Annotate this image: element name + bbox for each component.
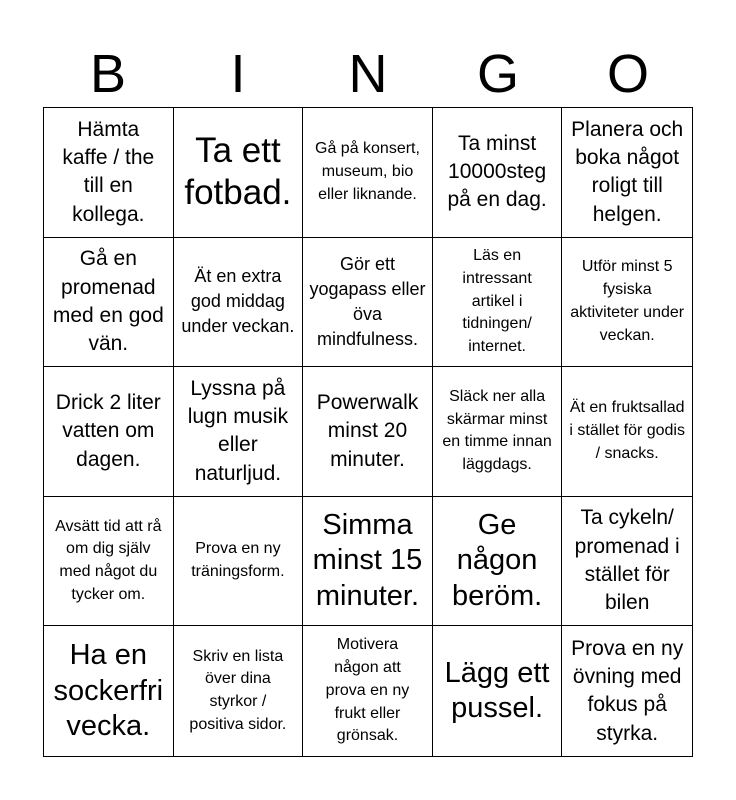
bingo-cell-r4-c5[interactable] [562,497,692,627]
cell-text: Prova en ny övning med fokus på styrka. [571,636,684,745]
header-letter-i: I [230,44,246,104]
bingo-cell-r3-c4[interactable] [433,367,563,497]
bingo-cell-r2-c4[interactable] [433,238,563,368]
cell-text: Ta cykeln/ promenad i stället för bilen [574,506,680,615]
cell-text: Skriv en lista över dina styrkor / positiva sidor. [189,647,287,733]
cell-text: Släck ner alla skärmar minst en timme innan läggdags. [442,388,552,474]
bingo-board [43,107,693,757]
cell-text: Ha en sockerfri vecka. [53,639,164,742]
cell-text: Lägg ett pussel. [444,656,550,725]
bingo-cell-r4-c4[interactable] [433,497,563,627]
cell-text: Ta ett fotbad. [184,130,292,213]
bingo-cell-r4-c2[interactable] [174,497,304,627]
bingo-cell-r5-c5[interactable] [562,626,692,756]
bingo-cell-r1-c1[interactable] [44,108,174,238]
cell-text: Drick 2 liter vatten om dagen. [55,390,161,471]
header-letter-n: N [348,44,388,104]
bingo-cell-r3-c3[interactable] [303,367,433,497]
cell-text: Läs en intressant artikel i tidningen/ internet. [462,247,532,355]
cell-text: Gå på konsert, museum, bio eller liknande. [315,140,420,203]
cell-text: Prova en ny träningsform. [191,540,285,581]
bingo-cell-r1-c4[interactable] [433,108,563,238]
bingo-cell-r1-c2[interactable] [174,108,304,238]
bingo-cell-r2-c2[interactable] [174,238,304,368]
cell-text: Ät en extra god middag under veckan. [181,266,295,337]
bingo-header [43,40,693,108]
cell-text: Gör ett yogapass eller öva mindfulness. [309,253,426,350]
header-letter-g: G [476,44,519,104]
bingo-cell-r2-c5[interactable] [562,238,692,368]
cell-text: Gå en promenad med en god vän. [52,247,164,356]
cell-text: Planera och boka något roligt till helgen. [571,117,684,226]
cell-text: Ta minst 10000steg på en dag. [447,131,547,212]
header-letter-b: B [89,44,127,104]
bingo-cell-r4-c3[interactable] [303,497,433,627]
bingo-cell-r3-c2[interactable] [174,367,304,497]
cell-text: Motivera någon att prova en ny frukt eller grönsak. [325,636,410,745]
bingo-cell-r4-c1[interactable] [44,497,174,627]
cell-text: Avsätt tid att rå om dig själv med något du tycker om. [55,517,162,603]
bingo-cell-r2-c3[interactable] [303,238,433,368]
cell-text: Utför minst 5 fysiska aktiviteter under veckan. [570,258,685,344]
bingo-cell-r5-c2[interactable] [174,626,304,756]
bingo-cell-r3-c5[interactable] [562,367,692,497]
bingo-cell-r5-c1[interactable] [44,626,174,756]
bingo-cell-r5-c3[interactable] [303,626,433,756]
bingo-cell-r1-c3[interactable] [303,108,433,238]
bingo-cell-r1-c5[interactable] [562,108,692,238]
bingo-cell-r5-c4[interactable] [433,626,563,756]
header-letter-o: O [606,44,649,104]
cell-text: Ge någon beröm. [451,509,543,612]
bingo-cell-r2-c1[interactable] [44,238,174,368]
cell-text: Simma minst 15 minuter. [312,509,423,612]
cell-text: Ät en fruktsallad i stället för godis / snacks. [569,399,685,462]
cell-text: Powerwalk minst 20 minuter. [316,390,419,471]
bingo-cell-r3-c1[interactable] [44,367,174,497]
cell-text: Lyssna på lugn musik eller naturljud. [187,376,289,485]
cell-text: Hämta kaffe / the till en kollega. [62,117,155,226]
